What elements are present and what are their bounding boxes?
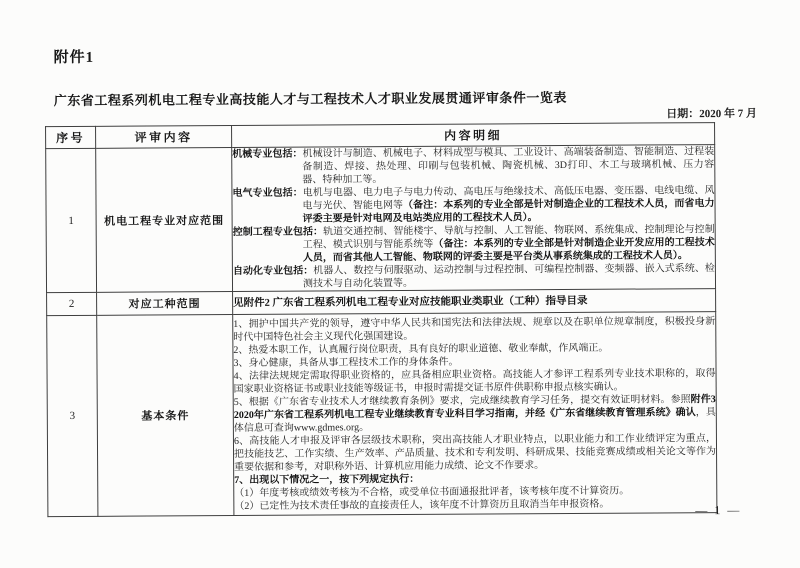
- review-table: [45, 122, 717, 517]
- row-2-number: 2: [47, 292, 97, 315]
- row-3-number: 3: [47, 315, 98, 516]
- row-1-category: 机电工程专业对应范围: [96, 148, 233, 293]
- basic-condition-item: （2）已定性为技术责任事故的直接责任人，该年度不计算资历且取消当年申报资格。: [234, 498, 610, 512]
- basic-condition-item: （1）年度考核或绩效考核为不合格，或受单位书面通报批评者，该考核年度不计算资历。: [234, 485, 630, 499]
- row-1-detail: [232, 145, 716, 292]
- specialty-paragraph-electrical: [232, 184, 714, 226]
- row-2-category: 对应工种范围: [97, 292, 233, 316]
- specialty-paragraph-automation: [233, 262, 715, 291]
- item-text: ，具体信息可查询www.gdmes.org。: [233, 406, 716, 434]
- basic-condition-item: 4、法律法规规定需取得职业资格的，应具备相应职业资格。高技能人才参评工程系列专业技术职称的，取得国家职业资格证书或职业技能等级证书，申报时需提交证书原件供职称申报点核实确认。: [233, 367, 716, 395]
- specialty-text: 机器人、数控与伺服驱动、运动控制与过程控制、可编程控制器、变频器、嵌入式系统、检测技术与自动化装置等。: [302, 263, 715, 290]
- specialty-paragraph-control: [233, 223, 715, 265]
- basic-condition-item: 1、拥护中国共产党的领导，遵守中华人民共和国宪法和法律法规、规章以及在职单位规章制度，积极投身新时代中国特色社会主义现代化强国建设。: [233, 315, 716, 343]
- date-label: 日期：2020 年 7 月: [666, 107, 758, 121]
- row-1-number: 1: [46, 148, 97, 292]
- attachment-label: 附件1: [53, 49, 95, 67]
- specialty-text: 轨道交通控制、智能楼宇、导航与控制、人工智能、物联网、系统集成、控制理论与控制工程、模式识别与智能系统等: [302, 224, 715, 251]
- specialty-text: 电机与电器、电力电子与电力传动、高电压与绝缘技术、高低压电器、变压器、电线电缆、风电与光伏、智能电网等: [302, 185, 715, 212]
- row-2-detail: [233, 289, 716, 315]
- page-title: 广东省工程系列机电工程专业高技能人才与工程技术人才职业发展贯通评审条件一览表: [53, 89, 567, 109]
- item-text: 5、根据《广东省专业技术人才继续教育条例》要求，完成继续教育学习任务，提交有效证明材料。参照: [233, 393, 691, 408]
- specialty-note: （备注：本系列的专业全部是针对制造企业的工程技术人员，而省电力评委主要是针对电网及电站类应用的工程技术人员）。: [302, 198, 715, 225]
- header-serial-number: 序号: [46, 126, 96, 148]
- table-row-3: [47, 312, 717, 517]
- basic-condition-item: 3、身心健康，具备从事工程技术工作的身体条件。: [233, 356, 459, 369]
- specialty-paragraph-mechanical: [232, 145, 714, 187]
- reference-directory-text: 见附件2 广东省工程系列机电工程专业对应技能职业类职业（工种）指导目录: [233, 295, 588, 309]
- page-number: — 1 —: [695, 502, 742, 518]
- table-row-1: [46, 145, 716, 293]
- basic-condition-item: [234, 393, 716, 435]
- row-3-detail: [233, 312, 717, 516]
- header-review-content: 评审内容: [96, 126, 232, 149]
- specialty-label: 机械专业包括：: [232, 148, 303, 161]
- specialty-label: 控制工程专业包括：: [232, 226, 324, 239]
- header-content-detail: 内容明细: [232, 123, 715, 148]
- row-3-category: 基本条件: [97, 315, 234, 517]
- basic-condition-item: 2、热爱本职工作，认真履行岗位职责，具有良好的职业道德、敬业奉献，作风端正。: [233, 342, 609, 356]
- basic-condition-item: 7、出现以下情况之一，按下列规定执行：: [234, 473, 420, 486]
- basic-condition-item: 6、高技能人才申报及评审各层级技术职称，突出高技能人才职业特点，以职业能力和工作业绩评定为重点，把技能技艺、工作实绩、生产效率、产品质量、技术和专利发明、科研成果、技能竞赛成绩或相关论文等作为重要依据和参考，对职称外语、计算机应用能力成绩、论文不作要求。: [233, 432, 717, 473]
- specialty-text: 机械设计与制造、机械电子、材料成型与模具、工业设计、高端装备制造、智能制造、过程装备制造、焊接、热处理、印刷与包装机械、陶瓷机械、3D打印、木工与玻璃机械、压力容器、特种加工等。: [302, 146, 715, 186]
- specialty-label: 电气专业包括：: [232, 187, 303, 200]
- specialty-label: 自动化专业包括：: [232, 265, 314, 278]
- specialty-note: （备注：本系列的专业全部是针对制造企业开发应用的工程技术人员，而省其他人工智能、物联网的评委主要是平台类从事系统集成的工程技术人员）。: [302, 237, 715, 264]
- item-bold-text: 附件3 2020年广东省工程系列机电工程专业继续教育专业科目学习指南，并经《广东省继续教育管理系统》确认: [233, 393, 716, 421]
